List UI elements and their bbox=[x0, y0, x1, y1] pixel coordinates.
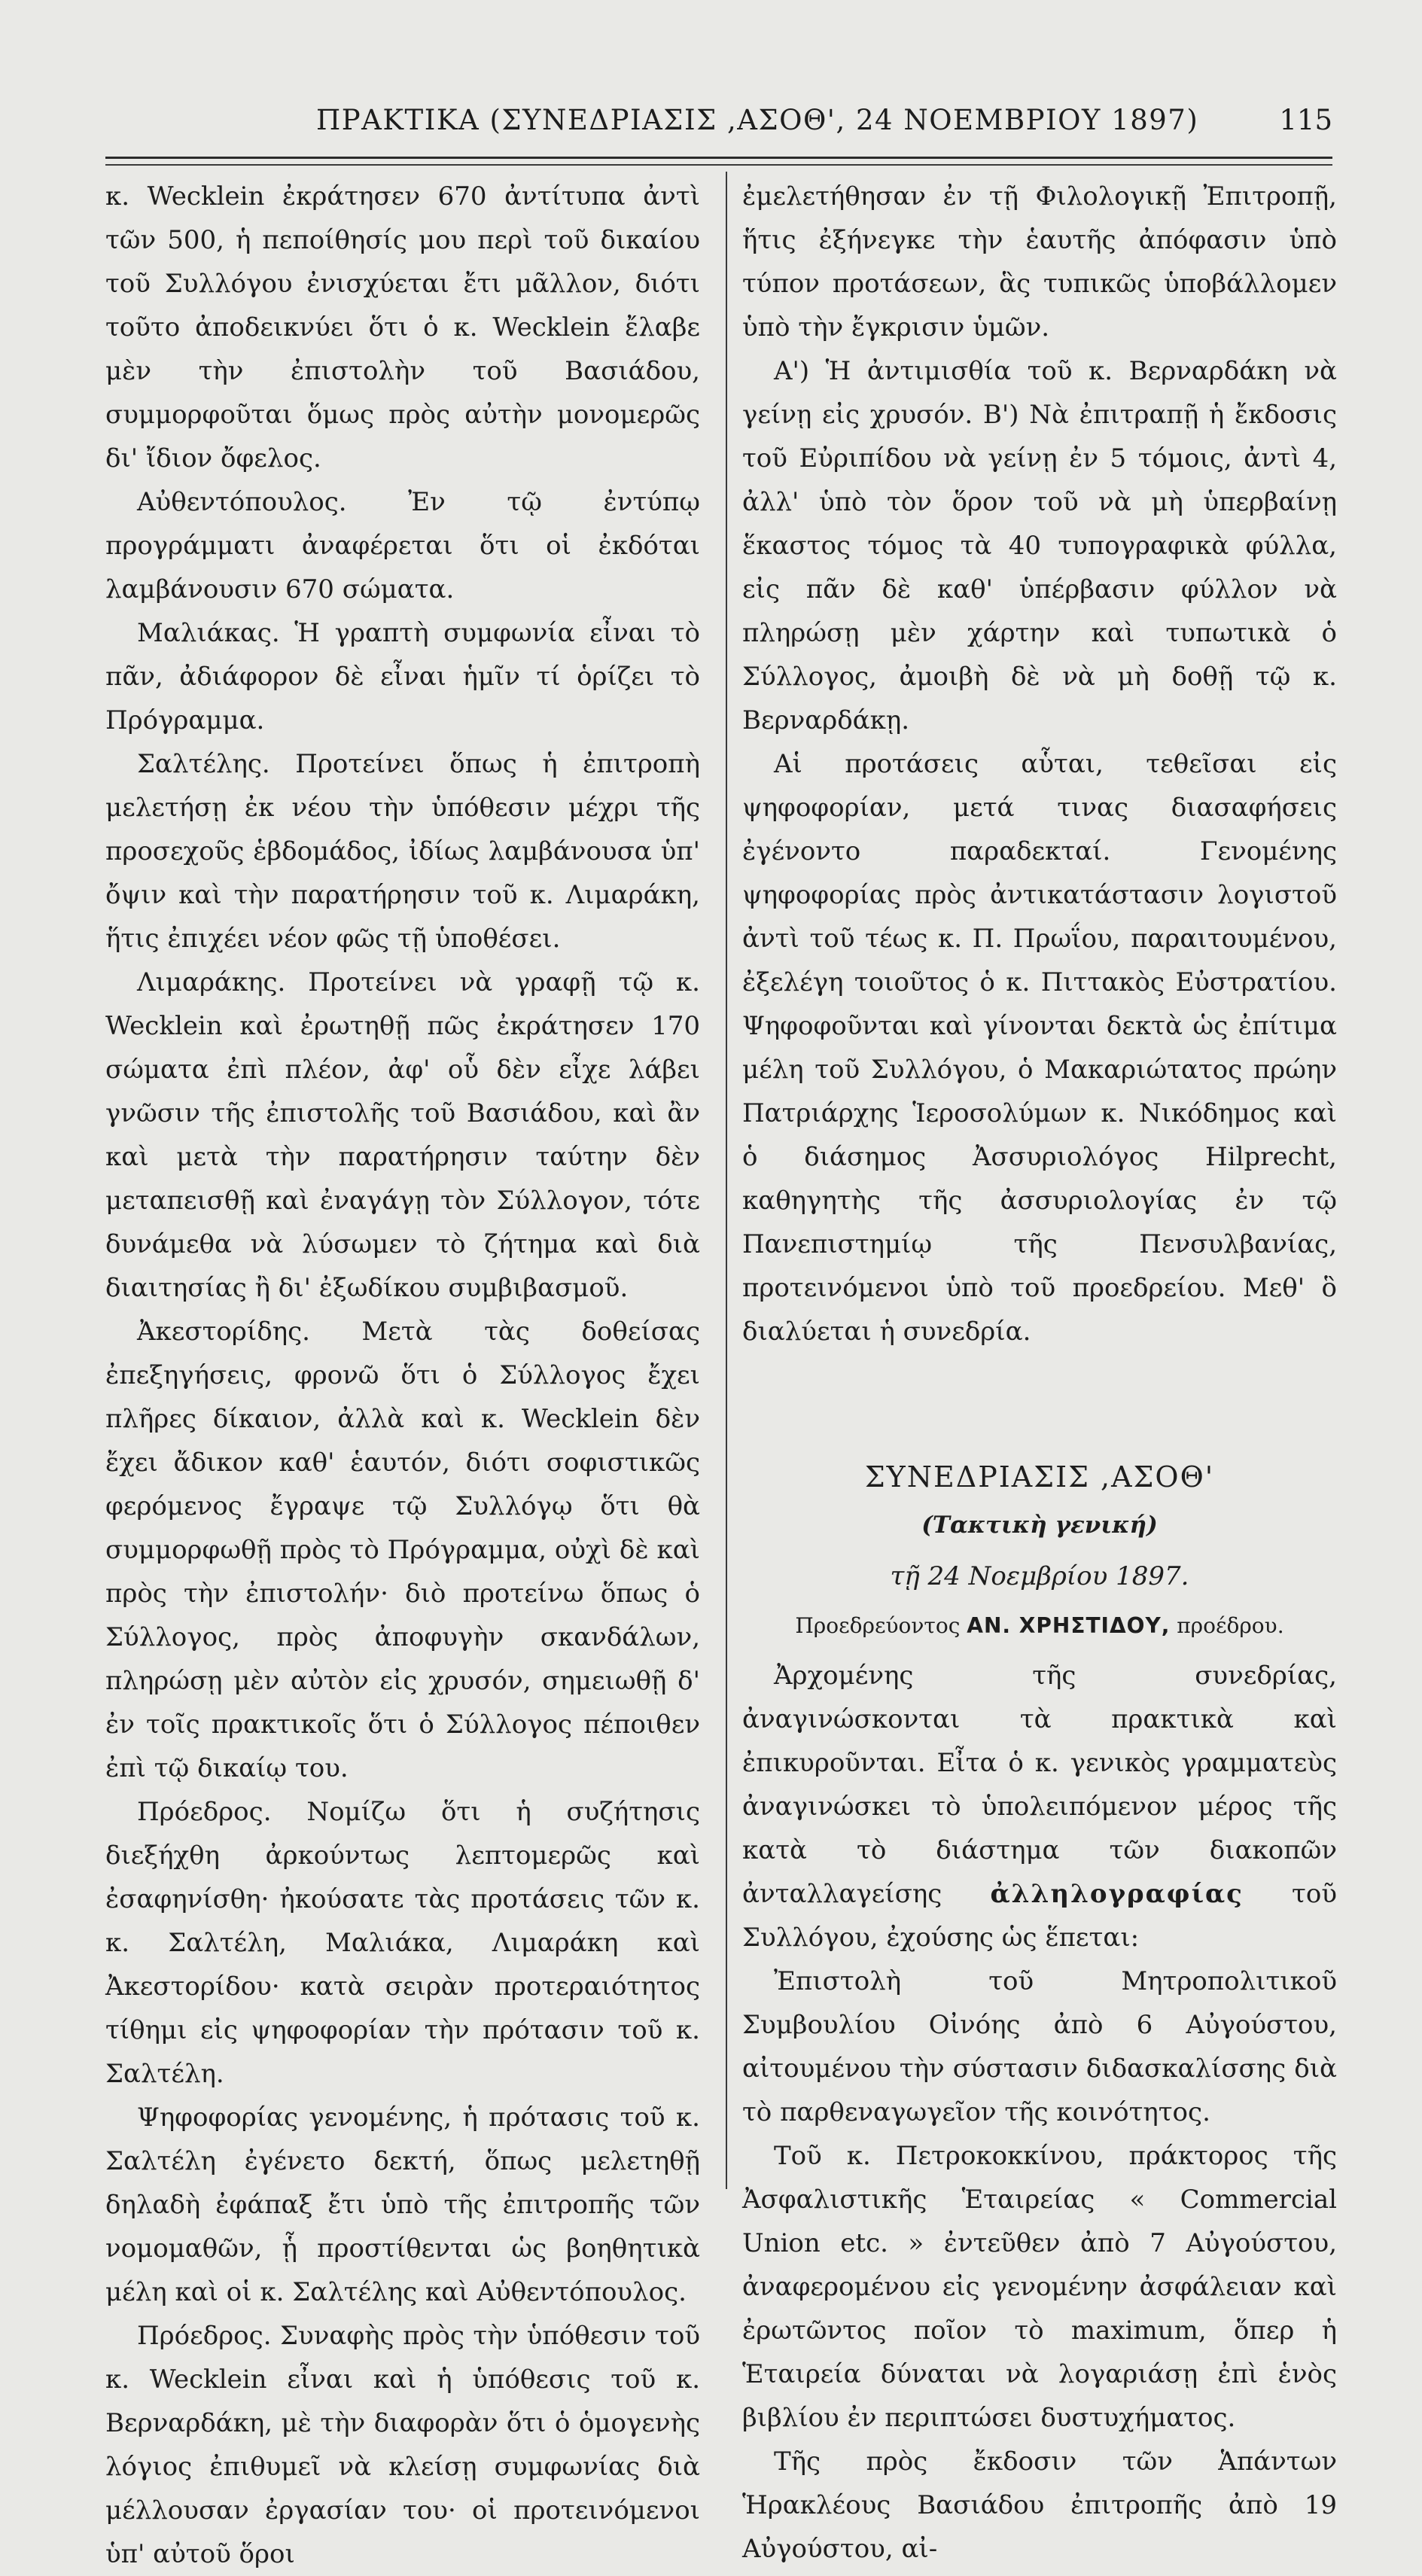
chair-prefix: Προεδρεύοντος bbox=[795, 1613, 961, 1638]
running-head: ΠΡΑΚΤΙΚΑ (ΣΥΝΕΔΡΙΑΣΙΣ ,ΑΣΟΘ', 24 ΝΟΕΜΒΡΙΟΥ 1897) bbox=[316, 104, 1199, 136]
column-divider bbox=[726, 172, 727, 2189]
chair-suffix: προέδρου. bbox=[1177, 1613, 1284, 1638]
right-column bbox=[742, 175, 1337, 2571]
paragraph-text: Ἀρχομένης τῆς συνεδρίας, ἀναγινώσκονται τὰ πρακτικὰ καὶ ἐπικυροῦνται. Εἶτα ὁ κ. γενικὸς γραμματεὺς ἀναγινώσκει τὸ ὑπολειπόμενον μέρος τῆς κατὰ τὸ διάστημα τῶν διακοπῶν ἀνταλλαγείσης bbox=[742, 1661, 1337, 1909]
page-header bbox=[90, 99, 1332, 152]
paragraph: Α') Ἡ ἀντιμισθία τοῦ κ. Βερναρδάκη νὰ γείνῃ εἰς χρυσόν. Β') Νὰ ἐπιτραπῇ ἡ ἔκδοσις τοῦ Εὐριπίδου νὰ γείνῃ ἐν 5 τόμοις, ἀντὶ 4, ἀλλ' ὑπὸ τὸν ὅρον τοῦ νὰ μὴ ὑπερβαίνῃ ἕκαστος τόμος τὰ 40 τυπογραφικὰ φύλλα, εἰς πᾶν δὲ καθ' ὑπέρβασιν φύλλον νὰ πληρώσῃ μὲν χάρτην καὶ τυπωτικὰ ὁ Σύλλογος, ἀμοιβὴ δὲ νὰ μὴ δοθῇ τῷ κ. Βερναρδάκῃ. bbox=[742, 356, 1337, 735]
session-title: ΣΥΝΕΔΡΙΑΣΙΣ ,ΑΣΟΘ' bbox=[864, 1460, 1215, 1494]
paragraph: Σαλτέλης. Προτείνει ὅπως ἡ ἐπιτροπὴ μελετήσῃ ἐκ νέου τὴν ὑπόθεσιν μέχρι τῆς προσεχοῦς ἑβδομάδος, ἰδίως λαμβάνουσα ὑπ' ὄψιν καὶ τὴν παρατήρησιν τοῦ κ. Λιμαράκη, ἥτις ἐπιχέει νέον φῶς τῇ ὑποθέσει. bbox=[105, 749, 700, 954]
paragraph: Αὐθεντόπουλος. Ἐν τῷ ἐντύπῳ προγράμματι ἀναφέρεται ὅτι οἱ ἐκδόται λαμβάνουσιν 670 σώματα. bbox=[105, 487, 700, 604]
page-number: 115 bbox=[1279, 104, 1332, 136]
paragraph: Λιμαράκης. Προτείνει νὰ γραφῇ τῷ κ. Wecklein καὶ ἐρωτηθῇ πῶς ἐκράτησεν 170 σώματα ἐπὶ πλέον, ἀφ' οὗ δὲν εἶχε λάβει γνῶσιν τῆς ἐπιστολῆς τοῦ Βασιάδου, καὶ ἂν καὶ μετὰ τὴν παρατήρησιν ταύτην δὲν μεταπεισθῇ καὶ ἐναγάγῃ τὸν Σύλλογον, τότε δυνάμεθα νὰ λύσωμεν τὸ ζήτημα καὶ διὰ διαιτησίας ἢ δι' ἐξωδίκου συμβιβασμοῦ. bbox=[105, 967, 700, 1303]
paragraph: Αἱ προτάσεις αὗται, τεθεῖσαι εἰς ψηφοφορίαν, μετά τινας διασαφήσεις ἐγένοντο παραδεκταί. Γενομένης ψηφοφορίας πρὸς ἀντικατάστασιν λογιστοῦ ἀντὶ τοῦ τέως κ. Π. Πρωΐου, παραιτουμένου, ἐξελέγη τοιοῦτος ὁ κ. Πιττακὸς Εὐστρατίου. Ψηφοφοῦνται καὶ γίνονται δεκτὰ ὡς ἐπίτιμα μέλη τοῦ Συλλόγου, ὁ Μακαριώτατος πρώην Πατριάρχης Ἱεροσολύμων κ. Νικόδημος καὶ ὁ διάσημος Ἀσσυριολόγος Hilprecht, καθηγητὴς τῆς ἀσσυριολογίας ἐν τῷ Πανεπιστημίῳ τῆς Πενσυλβανίας, προτεινόμενοι ὑπὸ τοῦ προεδρείου. Μεθ' ὃ διαλύεται ἡ συνεδρία. bbox=[742, 749, 1337, 1347]
left-column bbox=[105, 175, 700, 2576]
paragraph-text: τοῦ Συλλόγου, ἐχούσης ὡς ἕπεται: bbox=[742, 1879, 1337, 1953]
paragraph: Μαλιάκας. Ἡ γραπτὴ συμφωνία εἶναι τὸ πᾶν, ἀδιάφορον δὲ εἶναι ἡμῖν τί ὁρίζει τὸ Πρόγραμμα. bbox=[105, 618, 700, 735]
paragraph: ἐμελετήθησαν ἐν τῇ Φιλολογικῇ Ἐπιτροπῇ, ἥτις ἐξήνεγκε τὴν ἑαυτῆς ἀπόφασιν ὑπὸ τύπον προτάσεων, ἃς τυπικῶς ὑποβάλλομεν ὑπὸ τὴν ἔγκρισιν ὑμῶν. bbox=[742, 181, 1337, 343]
paragraph: Πρόεδρος. Νομίζω ὅτι ἡ συζήτησις διεξήχθη ἀρκούντως λεπτομερῶς καὶ ἐσαφηνίσθη· ἠκούσατε τὰς προτάσεις τῶν κ. κ. Σαλτέλη, Μαλιάκα, Λιμαράκη καὶ Ἀκεστορίδου· κατὰ σειρὰν προτεραιότητος τίθημι εἰς ψηφοφορίαν τὴν πρότασιν τοῦ κ. Σαλτέλη. bbox=[105, 1797, 700, 2089]
chair-name: ΑΝ. ΧΡΗΣΤΙΔΟΥ, bbox=[967, 1613, 1171, 1638]
chair-line bbox=[742, 1604, 1337, 1648]
paragraph: Ἐπιστολὴ τοῦ Μητροπολιτικοῦ Συμβουλίου Οἰνόης ἀπὸ 6 Αὐγούστου, αἰτουμένου τὴν σύστασιν διδασκαλίσσης διὰ τὸ παρθεναγωγεῖον τῆς κοινότητος. bbox=[742, 1966, 1337, 2127]
paragraph: Ἀκεστορίδης. Μετὰ τὰς δοθείσας ἐπεξηγήσεις, φρονῶ ὅτι ὁ Σύλλογος ἔχει πλῆρες δίκαιον, ἀλλὰ καὶ κ. Wecklein δὲν ἔχει ἄδικον καθ' ἑαυτόν, διότι σοφιστικῶς φερόμενος ἔγραψε τῷ Συλλόγῳ ὅτι θὰ συμμορφωθῇ πρὸς τὸ Πρόγραμμα, οὐχὶ δὲ καὶ πρὸς τὴν ἐπιστολήν· διὸ προτείνω ὅπως ὁ Σύλλογος, πρὸς ἀποφυγὴν σκανδάλων, πληρώσῃ μὲν αὐτὸν εἰς χρυσόν, σημειωθῇ δ' ἐν τοῖς πρακτικοῖς ὅτι ὁ Σύλλογος πέποιθεν ἐπὶ τῷ δικαίῳ του. bbox=[105, 1317, 700, 1783]
session-subtitle: (Τακτικὴ γενική) bbox=[921, 1512, 1158, 1539]
section-gap bbox=[742, 1353, 1337, 1455]
paragraph: Τοῦ κ. Πετροκοκκίνου, πράκτορος τῆς Ἀσφαλιστικῆς Ἑταιρείας « Commercial Union etc. » ἐντεῦθεν ἀπὸ 7 Αὐγούστου, ἀναφερομένου εἰς γενομένην ἀσφάλειαν καὶ ἐρωτῶντος ποῖον τὸ maximum, ὅπερ ἡ Ἑταιρεία δύναται νὰ λογαριάσῃ ἐπὶ ἑνὸς βιβλίου ἐν περιπτώσει δυστυχήματος. bbox=[742, 2141, 1337, 2433]
paragraph bbox=[742, 1654, 1337, 1959]
paragraph: Πρόεδρος. Συναφὴς πρὸς τὴν ὑπόθεσιν τοῦ κ. Wecklein εἶναι καὶ ἡ ὑπόθεσις τοῦ κ. Βερναρδάκη, μὲ τὴν διαφορὰν ὅτι ὁ ὁμογενὴς λόγιος ἐπιθυμεῖ νὰ κλείσῃ συμφωνίας διὰ μέλλουσαν ἐργασίαν του· οἱ προτεινόμενοι ὑπ' αὐτοῦ ὅροι bbox=[105, 2321, 700, 2569]
session-date: τῇ 24 Νοεμβρίου 1897. bbox=[890, 1561, 1189, 1591]
header-rule-thick bbox=[105, 157, 1332, 159]
header-rule-thin bbox=[105, 164, 1332, 166]
paragraph: κ. Wecklein ἐκράτησεν 670 ἀντίτυπα ἀντὶ τῶν 500, ἡ πεποίθησίς μου περὶ τοῦ δικαίου τοῦ Συλλόγου ἐνισχύεται ἔτι μᾶλλον, διότι τοῦτο ἀποδεικνύει ὅτι ὁ κ. Wecklein ἔλαβε μὲν τὴν ἐπιστολὴν τοῦ Βασιάδου, συμμορφοῦται ὅμως πρὸς αὐτὴν μονομερῶς δι' ἴδιον ὄφελος. bbox=[105, 181, 700, 473]
emphasized-word: ἀλληλογραφίας bbox=[990, 1879, 1244, 1909]
paragraph: Ψηφοφορίας γενομένης, ἡ πρότασις τοῦ κ. Σαλτέλη ἐγένετο δεκτή, ὅπως μελετηθῇ δηλαδὴ ἐφάπαξ ἔτι ὑπὸ τῆς ἐπιτροπῆς τῶν νομομαθῶν, ᾗ προστίθενται ὡς βοηθητικὰ μέλη καὶ οἱ κ. Σαλτέλης καὶ Αὐθεντόπουλος. bbox=[105, 2103, 700, 2307]
paragraph: Τῆς πρὸς ἔκδοσιν τῶν Ἁπάντων Ἡρακλέους Βασιάδου ἐπιτροπῆς ἀπὸ 19 Αὐγούστου, αἰ- bbox=[742, 2447, 1337, 2564]
